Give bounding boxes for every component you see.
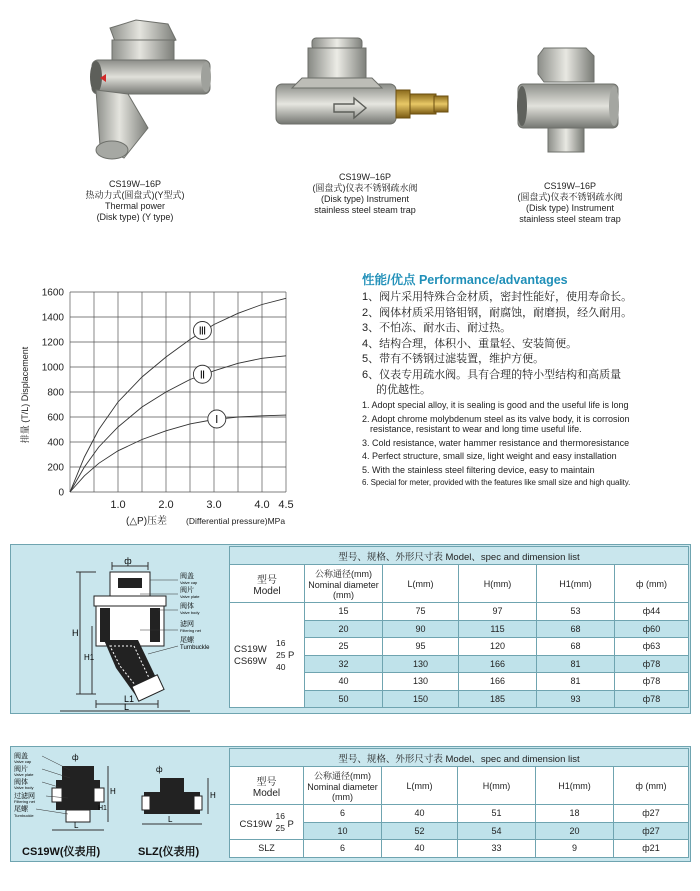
list-item: 1. Adopt special alloy, it is sealing is good and the useful life is long xyxy=(362,400,629,410)
cell-phi: ф44 xyxy=(615,603,689,621)
series-line xyxy=(70,415,286,492)
header-text: 型号 xyxy=(256,776,277,788)
drawing-caption-slz: SLZ(仪表用) xyxy=(138,846,200,858)
series-line xyxy=(70,298,286,492)
cell-dn: 25 xyxy=(305,638,383,656)
drawing-label: 滤网 xyxy=(180,621,194,628)
cell-h: 115 xyxy=(459,620,537,638)
product-photo-instrument-trap xyxy=(272,34,452,144)
cell-h1: 93 xyxy=(537,690,615,708)
dim-phi: ф xyxy=(124,556,132,566)
cell-l: 40 xyxy=(382,805,458,823)
drawing-label-en: Valve plate xyxy=(180,594,200,599)
cell-l: 75 xyxy=(383,603,459,621)
series-label: Ⅱ xyxy=(199,369,206,382)
cell-phi: ф21 xyxy=(614,840,689,858)
cell-h1: 53 xyxy=(537,603,615,621)
product-desc-line: Thermal power xyxy=(104,201,166,211)
drawing-label: 阀片 xyxy=(14,766,28,773)
cell-l: 150 xyxy=(383,690,459,708)
header-text: 公称通径(mm) xyxy=(314,771,371,781)
pressure-16: 16 xyxy=(275,811,285,821)
table-row xyxy=(230,603,689,621)
dim-h: H xyxy=(110,787,116,796)
drawing-label-en: Valve plate xyxy=(14,772,34,777)
cell-phi: ф78 xyxy=(615,673,689,691)
cell-dn: 6 xyxy=(304,805,382,823)
performance-zh-list xyxy=(362,290,632,399)
chart-grid xyxy=(70,292,286,492)
list-item: 6. Special for meter, provided with the features like small size and high quality. xyxy=(362,478,631,487)
x-tick-label: 4.5 xyxy=(278,499,294,511)
list-item: 2. Adopt chrome molybdenum steel as its valve body, it is corrosion xyxy=(362,413,630,424)
drawing-label: 阀盖 xyxy=(14,753,28,760)
dim-l1: L1 xyxy=(124,694,135,704)
model-a: CS19W xyxy=(234,644,267,655)
col-header-dn xyxy=(304,767,382,805)
y-tick-label: 400 xyxy=(47,437,64,449)
cell-dn: 40 xyxy=(305,673,383,691)
x-tick-label: 1.0 xyxy=(110,499,126,511)
col-header-l: L(mm) xyxy=(383,565,459,603)
header-text: (mm) xyxy=(332,792,353,802)
list-item: 4、结构合理，体积小、重量轻、安装简便。 xyxy=(362,337,578,350)
cell-l: 40 xyxy=(382,840,458,858)
pressure-25: 25 xyxy=(275,823,285,833)
list-item: 的优越性。 xyxy=(376,384,431,396)
product-desc-line: (Disk type) (Y type) xyxy=(96,212,174,222)
chart-x-ticks xyxy=(110,499,293,511)
drawing-label: 阀盖 xyxy=(180,573,194,580)
col-header-h1: H1(mm) xyxy=(536,767,614,805)
dim-l: L xyxy=(74,821,79,830)
cell-h: 54 xyxy=(458,822,536,840)
product-model: CS19W–16P xyxy=(108,179,162,189)
pressure-25: 25 xyxy=(276,650,286,660)
product-desc-line: 热动力式(圆盘式)(Y型式) xyxy=(85,190,185,200)
header-text: Model xyxy=(252,787,281,799)
list-item: 4. Perfect structure, small size, light weight and easy installation xyxy=(362,451,617,461)
dim-phi-2: ф xyxy=(156,765,163,774)
list-item: 3、不怕冻、耐水击、耐过热。 xyxy=(362,322,512,334)
cell-h1: 68 xyxy=(537,620,615,638)
valve-drawing-y-type xyxy=(40,556,230,712)
list-item: 1、阀片采用特殊合金材质，密封性能好，使用寿命长。 xyxy=(362,291,633,303)
performance-title: 性能/优点 Performance/advantages xyxy=(362,273,568,287)
product-desc-line: (圆盘式)仪表不锈钢疏水阀 xyxy=(312,183,418,193)
spec-table-2 xyxy=(229,748,689,858)
x-tick-label: 4.0 xyxy=(254,499,270,511)
product-caption-3 xyxy=(495,181,645,225)
cell-h1: 20 xyxy=(536,822,614,840)
y-tick-label: 600 xyxy=(47,412,64,424)
drawing-caption-cs19w: CS19W(仪表用) xyxy=(22,846,101,858)
cell-dn: 32 xyxy=(305,655,383,673)
cell-h: 120 xyxy=(459,638,537,656)
drawing-label-en: Valve body xyxy=(180,610,200,615)
drawing-label-en: Valve cap xyxy=(180,580,198,585)
model-cell xyxy=(230,805,304,840)
header-text: Nominal diameter xyxy=(308,580,379,590)
y-tick-label: 0 xyxy=(58,487,64,499)
product-caption-2 xyxy=(290,172,440,216)
col-header-model xyxy=(230,767,304,805)
drawing-label: 阀体 xyxy=(180,603,194,610)
dim-l: L xyxy=(124,702,130,712)
drawing-label: 过滤网 xyxy=(14,793,35,800)
y-tick-label: 1200 xyxy=(41,337,64,349)
cell-h1: 81 xyxy=(537,673,615,691)
list-item: 3. Cold resistance, water hammer resistance and thermoresistance xyxy=(362,437,630,448)
pressure-16: 16 xyxy=(276,638,286,648)
cell-phi: ф63 xyxy=(615,638,689,656)
col-header-model xyxy=(230,565,305,603)
dim-h: H xyxy=(72,628,79,638)
header-text: Model xyxy=(253,585,281,597)
cell-h: 185 xyxy=(459,690,537,708)
product-photo-instrument-trap-2 xyxy=(514,44,624,164)
cell-l: 130 xyxy=(383,655,459,673)
product-desc-line: (圆盘式)仪表不锈钢疏水阀 xyxy=(517,192,623,202)
cell-phi: ф78 xyxy=(615,690,689,708)
cell-dn: 6 xyxy=(304,840,382,858)
header-text: 型号 xyxy=(257,574,277,586)
header-text: 公称通径(mm) xyxy=(315,569,372,579)
series-label: Ⅰ xyxy=(215,414,219,426)
cell-dn: 50 xyxy=(305,690,383,708)
cell-dn: 15 xyxy=(305,603,383,621)
drawing-label-en: Valve cap xyxy=(14,759,32,764)
chart-x-axis-label-en: (Differential pressure)MPa xyxy=(186,516,286,526)
model-suffix: P xyxy=(288,650,295,661)
chart-series xyxy=(70,298,286,492)
table-row xyxy=(230,805,689,823)
drawing-label: 阀体 xyxy=(14,779,28,786)
product-desc-line: stainless steel steam trap xyxy=(519,214,621,224)
cell-h: 166 xyxy=(459,673,537,691)
col-header-phi: ф (mm) xyxy=(615,565,689,603)
list-item: 5、带有不锈钢过滤装置，维护方便。 xyxy=(362,353,545,365)
drawing-label: 阀片 xyxy=(180,587,194,594)
cell-phi: ф27 xyxy=(614,822,689,840)
y-tick-label: 1600 xyxy=(41,287,64,299)
col-header-h: H(mm) xyxy=(459,565,537,603)
cell-h: 51 xyxy=(458,805,536,823)
model-cell: SLZ xyxy=(230,840,304,858)
cell-h1: 68 xyxy=(537,638,615,656)
chart-y-axis-label: 排量 (T/L) Displacement xyxy=(20,346,30,444)
series-label: Ⅲ xyxy=(198,325,207,338)
drawing-label-en: Turnbuckle xyxy=(180,645,210,651)
cell-l: 90 xyxy=(383,620,459,638)
model-a: CS19W xyxy=(239,819,273,830)
col-header-phi: ф (mm) xyxy=(614,767,689,805)
y-tick-label: 1400 xyxy=(41,312,64,324)
cell-dn: 20 xyxy=(305,620,383,638)
dim-h1: H1 xyxy=(98,805,107,812)
product-model: CS19W–16P xyxy=(543,181,597,191)
y-tick-label: 200 xyxy=(47,462,64,474)
chart-x-axis-label-zh: (△P)压差 xyxy=(126,516,168,527)
performance-en-list xyxy=(362,400,630,489)
drawing-label-en: Filtering net xyxy=(180,628,201,633)
spec-table-title: 型号、规格、外形尺寸表 Model、spec and dimension list xyxy=(230,749,689,767)
model-suffix: P xyxy=(287,819,294,830)
list-item: resistance, resistant to wear and long time useful life. xyxy=(370,424,582,434)
model-cell xyxy=(230,603,305,708)
cell-dn: 10 xyxy=(304,822,382,840)
col-header-h: H(mm) xyxy=(458,767,536,805)
model-b: CS69W xyxy=(234,656,267,667)
list-item: 6、仪表专用疏水阀。具有合理的特小型结构和高质量 xyxy=(362,368,622,381)
y-tick-label: 800 xyxy=(47,387,64,399)
dim-phi: ф xyxy=(72,753,79,762)
spec-table-title: 型号、规格、外形尺寸表 Model、spec and dimension list xyxy=(230,547,689,565)
col-header-dn xyxy=(305,565,383,603)
table-row xyxy=(230,840,689,858)
list-item: 5. With the stainless steel filtering device, easy to maintain xyxy=(362,464,595,475)
displacement-chart xyxy=(18,280,338,530)
cell-h: 166 xyxy=(459,655,537,673)
x-tick-label: 2.0 xyxy=(158,499,174,511)
y-tick-label: 1000 xyxy=(41,362,64,374)
product-caption-1 xyxy=(60,179,210,223)
cell-phi: ф27 xyxy=(614,805,689,823)
cell-h: 33 xyxy=(458,840,536,858)
cell-l: 52 xyxy=(382,822,458,840)
drawing-label-en: Valve body xyxy=(14,785,34,790)
header-text: (mm) xyxy=(333,590,354,600)
cell-l: 95 xyxy=(383,638,459,656)
dim-l-2: L xyxy=(168,815,173,824)
cell-l: 130 xyxy=(383,673,459,691)
col-header-l: L(mm) xyxy=(382,767,458,805)
drawing-label: 尾螺 xyxy=(180,637,194,644)
product-desc-line: (Disk type) Instrument xyxy=(320,194,410,204)
col-header-h1: H1(mm) xyxy=(537,565,615,603)
product-desc-line: stainless steel steam trap xyxy=(314,205,416,215)
product-desc-line: (Disk type) Instrument xyxy=(525,203,615,213)
header-text: Nominal diameter xyxy=(307,782,378,792)
product-photo-y-type xyxy=(88,18,218,168)
drawing-label-en: Turnbuckle xyxy=(14,813,34,818)
x-tick-label: 3.0 xyxy=(206,499,222,511)
cell-h: 97 xyxy=(459,603,537,621)
dim-h1: H1 xyxy=(84,653,95,662)
spec-table-1 xyxy=(229,546,689,708)
cell-h1: 18 xyxy=(536,805,614,823)
pressure-40: 40 xyxy=(276,662,286,672)
cell-phi: ф60 xyxy=(615,620,689,638)
chart-y-ticks xyxy=(42,288,65,499)
cell-h1: 9 xyxy=(536,840,614,858)
list-item: 2、阀体材质采用铬钼钢，耐腐蚀，耐磨损，经久耐用。 xyxy=(362,306,633,319)
dim-h-2: H xyxy=(210,791,216,800)
product-model: CS19W–16P xyxy=(338,172,392,182)
drawing-label: 尾螺 xyxy=(14,806,28,813)
cell-phi: ф78 xyxy=(615,655,689,673)
cell-h1: 81 xyxy=(537,655,615,673)
drawing-label-en: Filtering net xyxy=(14,799,35,804)
